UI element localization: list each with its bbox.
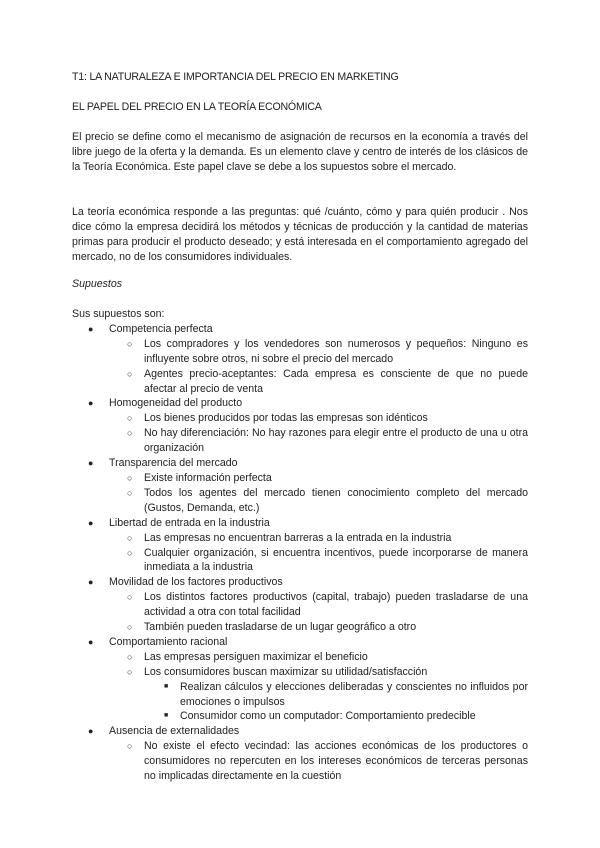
list-item-text: Los compradores y los vendedores son numerosos y pequeños: Ninguno es influyente sobre otros, ni sobre el precio del mercado [144, 337, 528, 365]
hollow-bullet-icon: ○ [127, 532, 133, 543]
hollow-bullet-icon: ○ [127, 368, 133, 379]
assumption-subitem [72, 665, 528, 680]
bullet-icon: ● [88, 577, 94, 588]
assumption-item [72, 724, 528, 739]
assumption-item [72, 635, 528, 650]
hollow-bullet-icon: ○ [127, 547, 133, 558]
bullet-icon: ● [88, 517, 94, 528]
list-item-text: Realizan cálculos y elecciones deliberadas y conscientes no influidos por emociones o impulsos [180, 680, 528, 708]
square-bullet-icon: ■ [164, 682, 169, 690]
assumption-item [72, 516, 528, 531]
list-item-text: Los consumidores buscan maximizar su utilidad/satisfacción [144, 665, 428, 678]
hollow-bullet-icon: ○ [127, 622, 133, 633]
assumptions-list [72, 307, 528, 784]
list-item-text: No existe el efecto vecindad: las acciones económicas de los productores o consumidores no repercuten en los intereses económicos de terceras personas no implicadas directamente en la cuestión [144, 740, 528, 783]
list-item-text: Las empresas persiguen maximizar el beneficio [144, 650, 368, 663]
document-title: T1: LA NATURALEZA E IMPORTANCIA DEL PRECIO EN MARKETING [72, 71, 399, 83]
list-item-text: Agentes precio-aceptantes: Cada empresa es consciente de que no puede afectar al precio de venta [144, 367, 528, 395]
list-item-text: Los bienes producidos por todas las empresas son idénticos [144, 412, 428, 425]
list-item-text: No hay diferenciación: No hay razones para elegir entre el producto de una u otra organización [144, 427, 528, 455]
assumption-subitem [72, 546, 528, 576]
hollow-bullet-icon: ○ [127, 487, 133, 498]
assumption-subitem [72, 411, 528, 426]
bullet-icon: ● [88, 726, 94, 737]
list-item-text: Existe información perfecta [144, 471, 272, 484]
assumption-subitem [72, 486, 528, 516]
hollow-bullet-icon: ○ [127, 666, 133, 677]
list-item-text: También pueden trasladarse de un lugar geográfico a otro [144, 621, 417, 634]
assumption-subitem [72, 590, 528, 620]
assumption-subitem [72, 650, 528, 665]
assumption-subitem [72, 337, 528, 367]
bullet-icon: ● [88, 398, 94, 409]
bullet-icon: ● [88, 458, 94, 469]
hollow-bullet-icon: ○ [127, 472, 133, 483]
list-intro: Sus supuestos son: [72, 308, 165, 320]
paragraph-economic-theory: La teoría económica responde a las preguntas: qué /cuánto, cómo y para quién producir . Nos dice cómo la empresa decidirá los métodos y técnicas de producción y la cantidad de materias primas para producir el producto deseado; y está interesada en el comportamiento agregado del mercado, no de los consumidores individuales. [72, 206, 528, 263]
assumption-subsubitem [72, 680, 528, 710]
hollow-bullet-icon: ○ [127, 592, 133, 603]
assumption-subitem [72, 620, 528, 635]
list-item-text: Homogeneidad del producto [109, 397, 243, 410]
hollow-bullet-icon: ○ [127, 651, 133, 662]
assumption-subitem [72, 531, 528, 546]
list-item-text: Los distintos factores productivos (capital, trabajo) pueden trasladarse de una actividad a otra con total facilidad [144, 591, 528, 619]
list-item-text: Todos los agentes del mercado tienen conocimiento completo del mercado (Gustos, Demanda, etc.) [144, 486, 528, 514]
hollow-bullet-icon: ○ [127, 338, 133, 349]
assumption-item [72, 396, 528, 411]
list-item-text: Consumidor como un computador: Comportamiento predecible [180, 710, 476, 723]
square-bullet-icon: ■ [164, 712, 169, 720]
assumption-subitem [72, 471, 528, 486]
assumption-subitem [72, 426, 528, 456]
assumptions-container [72, 322, 528, 784]
list-item-text: Ausencia de externalidades [109, 725, 240, 738]
list-item-text: Cualquier organización, si encuentra incentivos, puede incorporarse de manera inmediata a la industria [144, 546, 528, 574]
list-item-text: Competencia perfecta [109, 322, 213, 335]
list-item-text: Movilidad de los factores productivos [109, 576, 283, 589]
section-heading: EL PAPEL DEL PRECIO EN LA TEORÍA ECONÓMICA [72, 101, 322, 113]
assumption-subsubitem [72, 709, 528, 724]
assumption-subitem [72, 367, 528, 397]
hollow-bullet-icon: ○ [127, 741, 133, 752]
hollow-bullet-icon: ○ [127, 413, 133, 424]
assumption-item [72, 322, 528, 337]
assumption-item [72, 456, 528, 471]
list-item-text: Libertad de entrada en la industria [109, 516, 270, 529]
assumption-item [72, 575, 528, 590]
bullet-icon: ● [88, 323, 94, 334]
assumption-subitem [72, 739, 528, 784]
list-item-text: Comportamiento racional [109, 635, 228, 648]
hollow-bullet-icon: ○ [127, 428, 133, 439]
bullet-icon: ● [88, 636, 94, 647]
paragraph-price-definition: El precio se define como el mecanismo de asignación de recursos en la economía a través del libre juego de la oferta y la demanda. Es un elemento clave y centro de interés de los clásicos de la Teoría Económica. Este papel clave se debe a los supuestos sobre el mercado. [72, 131, 528, 173]
subheading-supuestos: Supuestos [72, 278, 123, 290]
list-item-text: Transparencia del mercado [109, 457, 238, 470]
list-item-text: Las empresas no encuentran barreras a la entrada en la industria [144, 531, 452, 544]
